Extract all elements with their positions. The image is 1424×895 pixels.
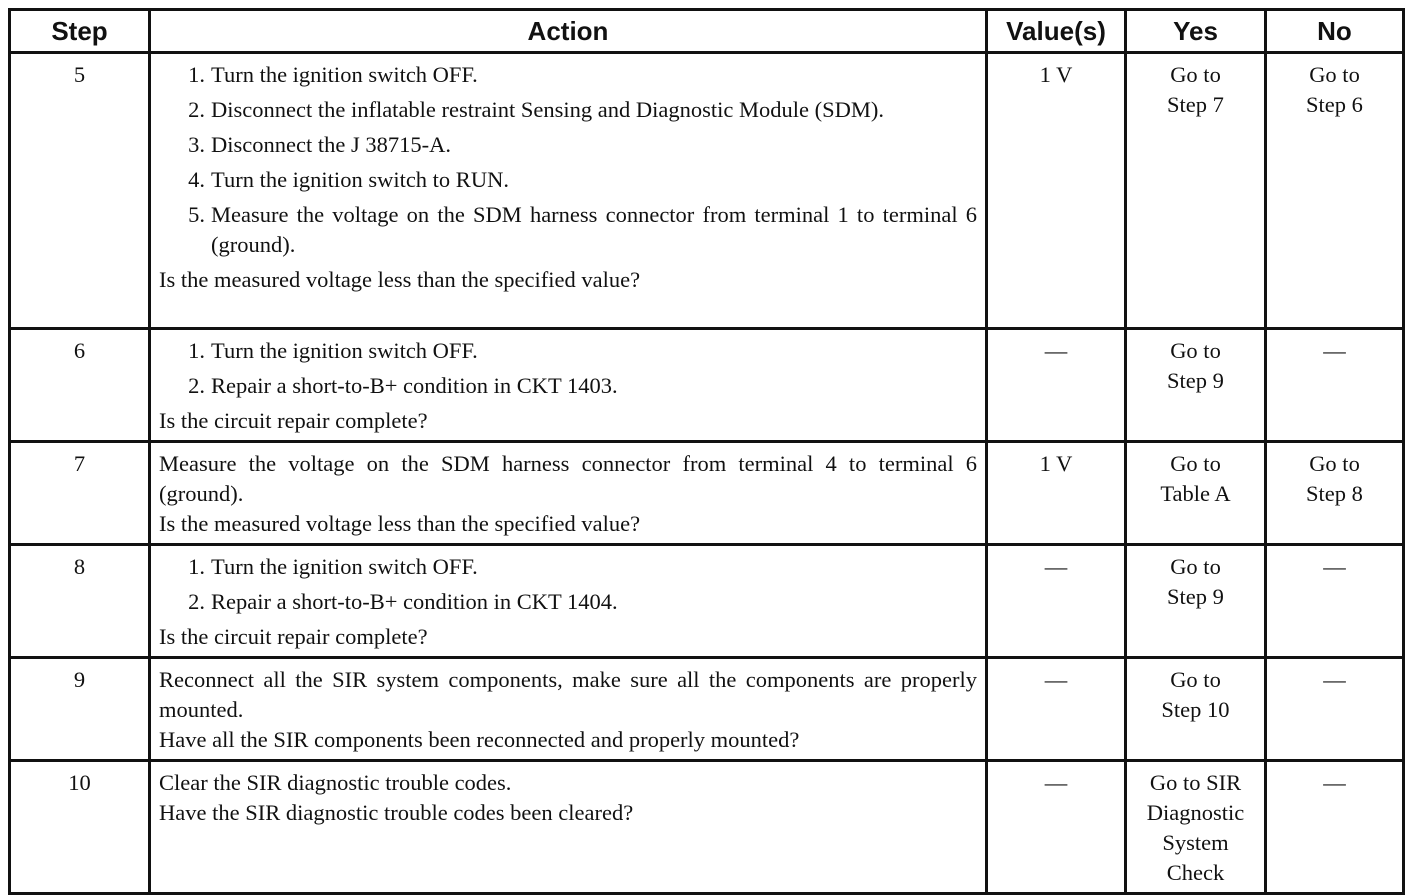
no-line: — (1323, 554, 1346, 579)
yes-line: Step 9 (1167, 584, 1224, 609)
value-cell: — (987, 545, 1126, 658)
action-step-text: Measure the voltage on the SDM harness connector from terminal 1 to terminal 6 (ground). (211, 202, 977, 257)
yes-line: Step 10 (1161, 697, 1230, 722)
table-row (10, 761, 1404, 894)
no-line: — (1323, 667, 1346, 692)
action-question: Is the measured voltage less than the specified value? (159, 267, 641, 292)
action-step-item (159, 552, 977, 582)
table-row (10, 53, 1404, 329)
no-line: Step 8 (1306, 481, 1363, 506)
value-cell: 1 V (987, 442, 1126, 545)
yes-line: Go to (1170, 451, 1221, 476)
no-cell (1266, 761, 1404, 894)
action-step-number: 3. (188, 132, 205, 157)
yes-cell (1126, 53, 1266, 329)
action-cell (150, 442, 987, 545)
diagnostic-table (8, 8, 1405, 895)
yes-line: Go to (1170, 338, 1221, 363)
yes-cell (1126, 658, 1266, 761)
no-line: Go to (1309, 451, 1360, 476)
step-number-cell: 10 (10, 761, 150, 894)
yes-line: Step 7 (1167, 92, 1224, 117)
action-step-item (159, 95, 977, 125)
value-cell: — (987, 329, 1126, 442)
no-line: — (1323, 338, 1346, 363)
action-question: Is the circuit repair complete? (159, 624, 428, 649)
action-step-number: 2. (188, 97, 205, 122)
yes-cell (1126, 329, 1266, 442)
step-number-cell: 7 (10, 442, 150, 545)
yes-cell (1126, 545, 1266, 658)
action-question: Have all the SIR components been reconnected and properly mounted? (159, 727, 800, 752)
table-row (10, 658, 1404, 761)
yes-line: Diagnostic (1146, 800, 1245, 825)
table-body (10, 53, 1404, 894)
no-line: Go to (1309, 62, 1360, 87)
action-step-item (159, 165, 977, 195)
action-question: Is the circuit repair complete? (159, 408, 428, 433)
action-step-text: Turn the ignition switch OFF. (211, 62, 478, 87)
action-step-text: Turn the ignition switch OFF. (211, 554, 478, 579)
value-cell: — (987, 658, 1126, 761)
action-question: Have the SIR diagnostic trouble codes been cleared? (159, 800, 634, 825)
yes-line: Go to (1170, 554, 1221, 579)
yes-cell (1126, 761, 1266, 894)
diagnostic-sheet (8, 8, 1402, 885)
action-step-text: Disconnect the inflatable restraint Sensing and Diagnostic Module (SDM). (211, 97, 884, 122)
header-no: No (1266, 10, 1404, 53)
action-text: Reconnect all the SIR system components, make sure all the components are properly mounted. (159, 667, 977, 722)
no-cell (1266, 53, 1404, 329)
action-step-item (159, 371, 977, 401)
no-cell (1266, 658, 1404, 761)
action-step-text: Disconnect the J 38715-A. (211, 132, 451, 157)
action-text: Clear the SIR diagnostic trouble codes. (159, 770, 512, 795)
action-cell (150, 329, 987, 442)
header-values: Value(s) (987, 10, 1126, 53)
table-row (10, 329, 1404, 442)
action-cell (150, 545, 987, 658)
no-line: — (1323, 770, 1346, 795)
action-cell (150, 761, 987, 894)
action-step-list (159, 60, 977, 260)
action-step-item (159, 587, 977, 617)
action-step-list (159, 552, 977, 617)
no-cell (1266, 329, 1404, 442)
action-step-item (159, 60, 977, 90)
action-step-number: 1. (188, 62, 205, 87)
step-number-cell: 6 (10, 329, 150, 442)
yes-line: Go to SIR (1149, 770, 1242, 795)
step-number-cell: 9 (10, 658, 150, 761)
no-line: Step 6 (1306, 92, 1363, 117)
action-step-list (159, 336, 977, 401)
step-number-cell: 8 (10, 545, 150, 658)
yes-line: Step 9 (1167, 368, 1224, 393)
action-step-item (159, 336, 977, 366)
action-step-number: 1. (188, 338, 205, 363)
value-cell: 1 V (987, 53, 1126, 329)
action-cell (150, 53, 987, 329)
action-step-number: 2. (188, 373, 205, 398)
no-cell (1266, 442, 1404, 545)
yes-line: Check (1166, 860, 1225, 885)
action-step-number: 5. (188, 202, 205, 227)
action-step-text: Repair a short-to-B+ condition in CKT 1403. (211, 373, 618, 398)
yes-line: Go to (1170, 667, 1221, 692)
yes-line: System (1162, 830, 1229, 855)
action-cell (150, 658, 987, 761)
yes-line: Go to (1170, 62, 1221, 87)
action-text: Measure the voltage on the SDM harness connector from terminal 4 to terminal 6 (ground). (159, 451, 977, 506)
action-step-item (159, 130, 977, 160)
action-step-number: 4. (188, 167, 205, 192)
yes-line: Table A (1160, 481, 1231, 506)
header-action: Action (150, 10, 987, 53)
action-step-text: Turn the ignition switch to RUN. (211, 167, 509, 192)
value-cell: — (987, 761, 1126, 894)
action-step-text: Turn the ignition switch OFF. (211, 338, 478, 363)
action-step-text: Repair a short-to-B+ condition in CKT 1404. (211, 589, 618, 614)
no-cell (1266, 545, 1404, 658)
yes-cell (1126, 442, 1266, 545)
table-row (10, 545, 1404, 658)
action-step-number: 1. (188, 554, 205, 579)
header-yes: Yes (1126, 10, 1266, 53)
action-step-number: 2. (188, 589, 205, 614)
step-number-cell: 5 (10, 53, 150, 329)
table-row (10, 442, 1404, 545)
action-step-item (159, 200, 977, 260)
header-row (10, 10, 1404, 53)
header-step: Step (10, 10, 150, 53)
action-question: Is the measured voltage less than the specified value? (159, 511, 641, 536)
